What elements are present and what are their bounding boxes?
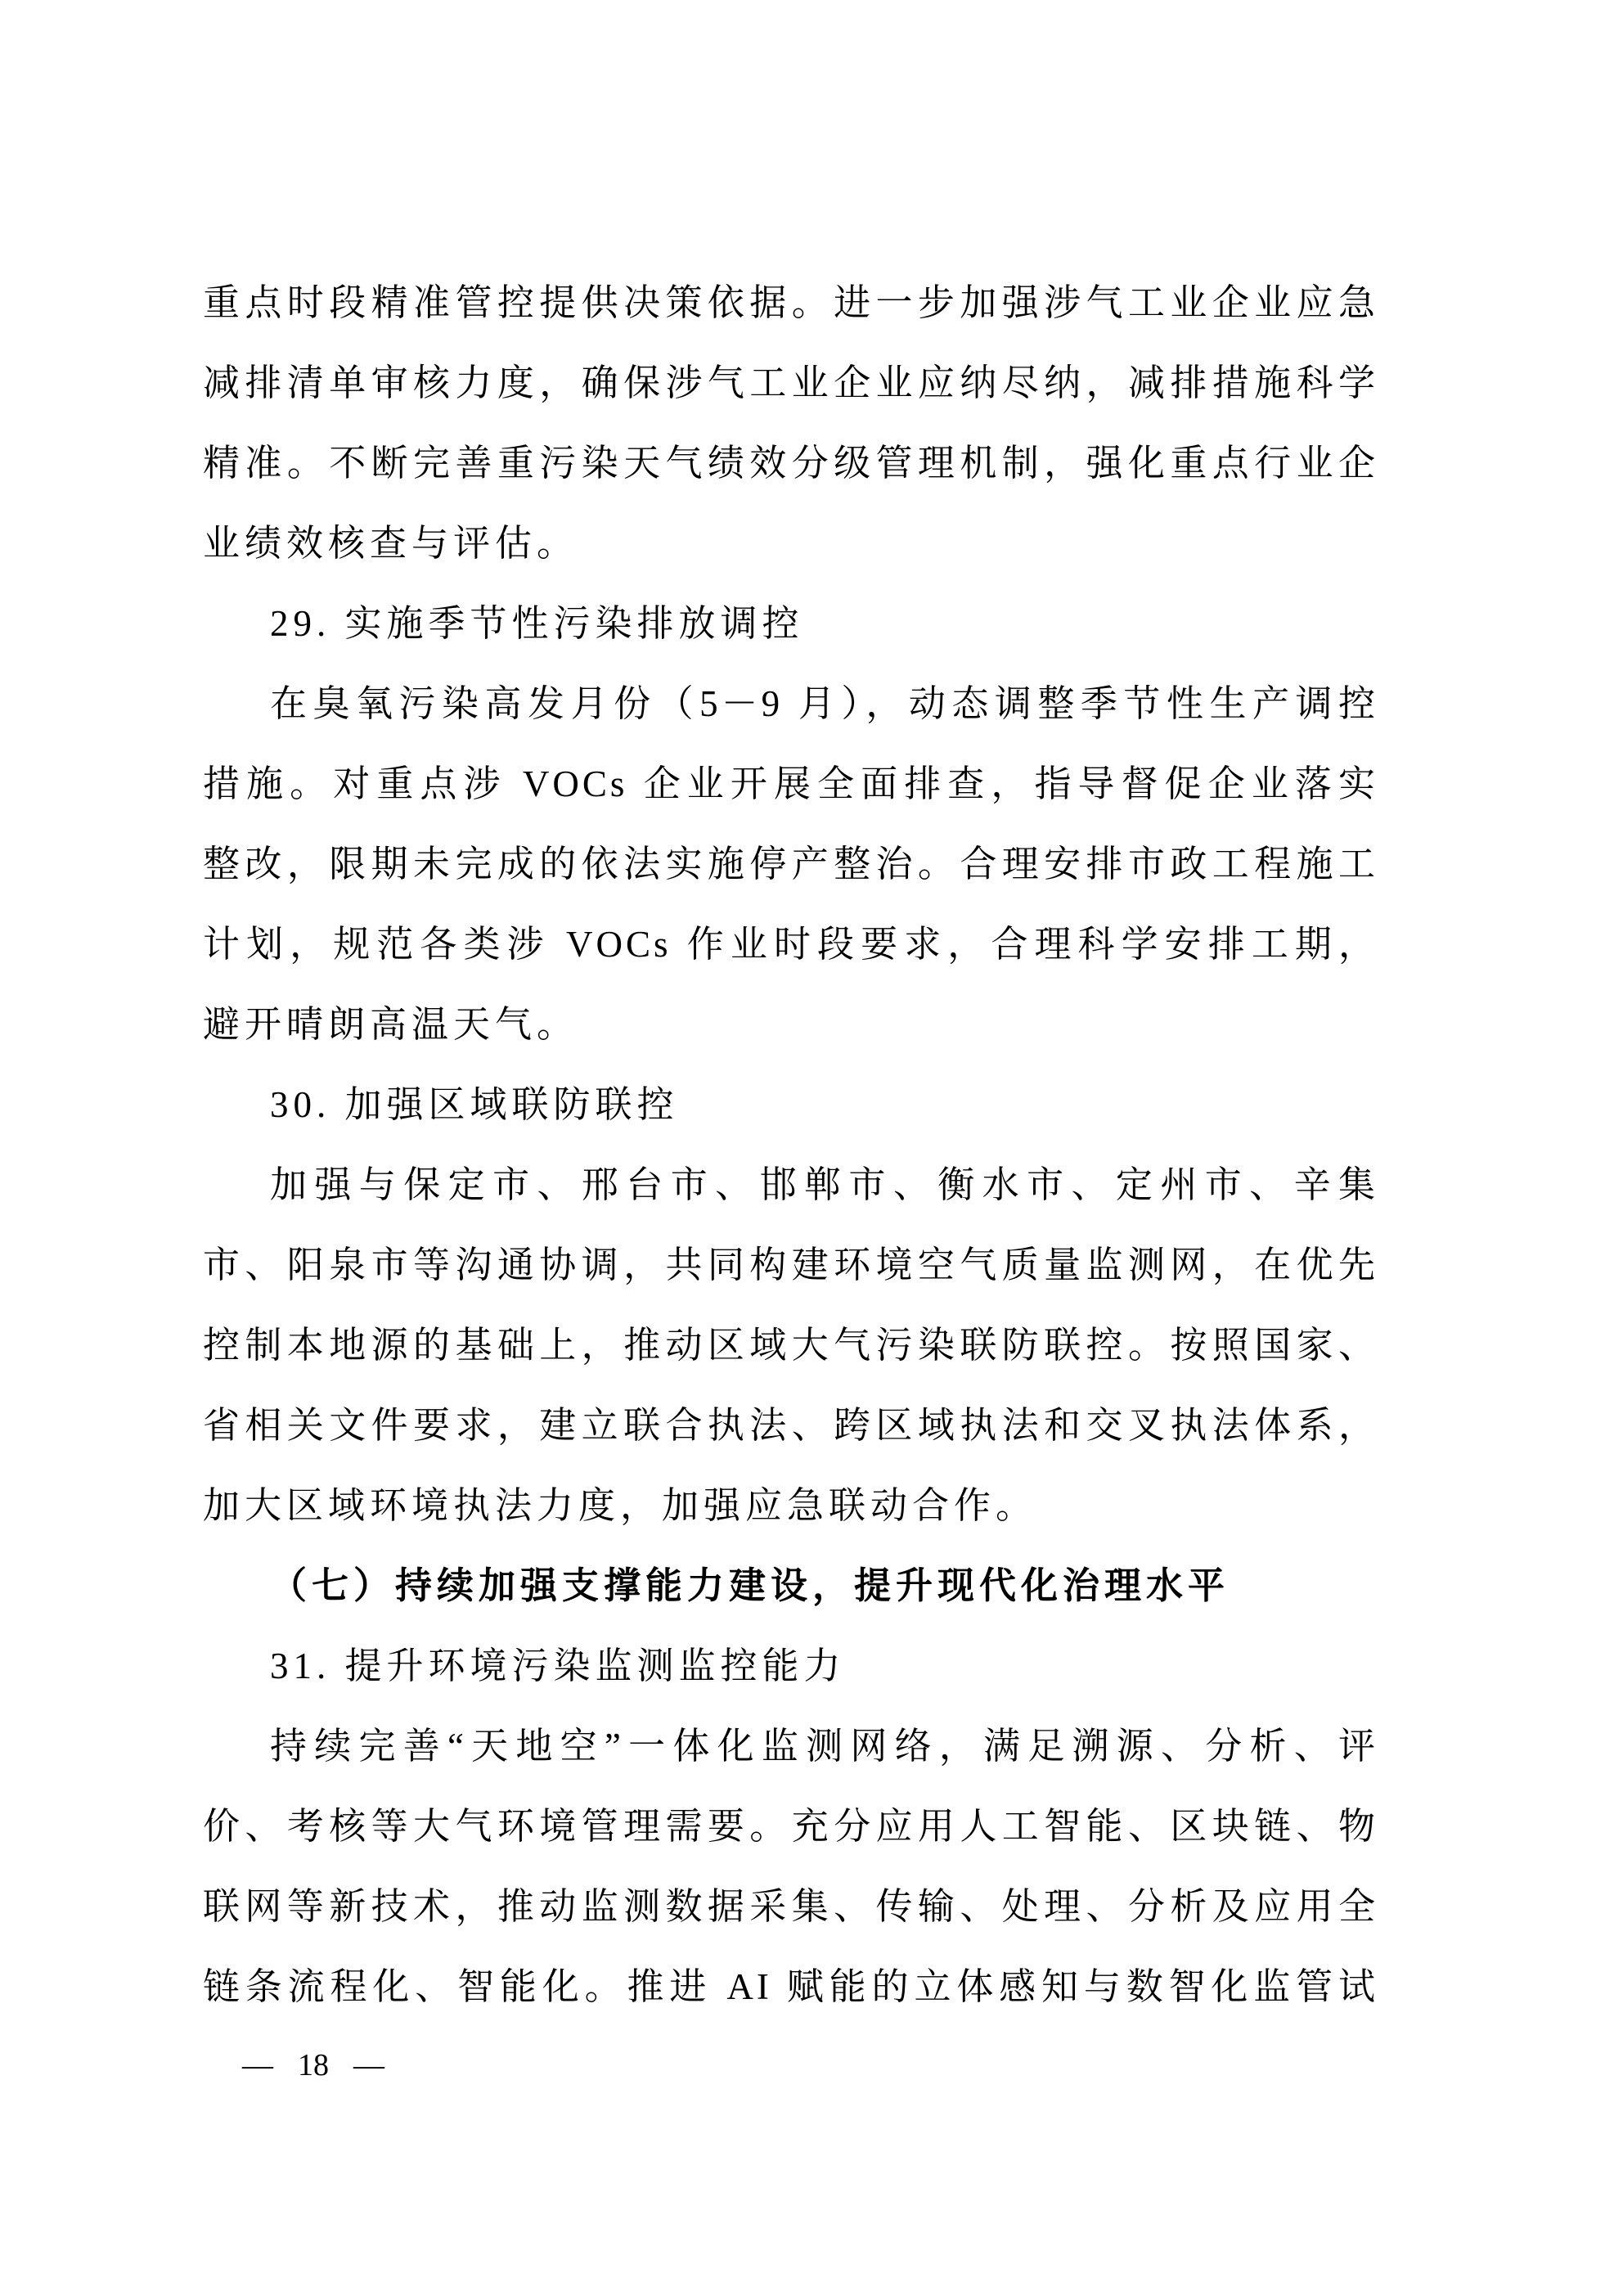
text-line: 精准。不断完善重污染天气绩效分级管理机制，强化重点行业企 <box>203 443 1378 484</box>
text-line: 措施。对重点涉 VOCs 企业开展全面排查，指导督促企业落实 <box>203 763 1378 804</box>
text-line: 持续完善“天地空”一体化监测网络，满足溯源、分析、评 <box>270 1726 1378 1767</box>
text-line: 加大区域环境执法力度，加强应急联动合作。 <box>203 1485 1038 1526</box>
page-number: 18 <box>298 2048 329 2082</box>
text-line: 30. 加强区域联防联控 <box>270 1084 679 1125</box>
footer-dash-left: — <box>242 2048 273 2082</box>
text-line: 业绩效核查与评估。 <box>203 523 579 564</box>
text-line: 避开晴朗高温天气。 <box>203 1004 579 1045</box>
text-line: 31. 提升环境污染监测监控能力 <box>270 1645 846 1686</box>
text-line: 省相关文件要求，建立联合执法、跨区域执法和交叉执法体系， <box>203 1405 1378 1446</box>
page-footer <box>242 2046 384 2085</box>
text-line: 市、阳泉市等沟通协调，共同构建环境空气质量监测网，在优先 <box>203 1245 1378 1285</box>
text-line: 计划，规范各类涉 VOCs 作业时段要求，合理科学安排工期， <box>203 924 1378 965</box>
text-line: 重点时段精准管控提供决策依据。进一步加强涉气工业企业应急 <box>203 282 1378 323</box>
text-line: 29. 实施季节性污染排放调控 <box>270 603 804 644</box>
text-line: 控制本地源的基础上，推动区域大气污染联防联控。按照国家、 <box>203 1325 1378 1366</box>
document-body <box>203 263 1378 2027</box>
text-line: （七）持续加强支撑能力建设，提升现代化治理水平 <box>270 1565 1230 1606</box>
text-line: 加强与保定市、邢台市、邯郸市、衡水市、定州市、辛集 <box>270 1164 1378 1205</box>
text-line: 整改，限期未完成的依法实施停产整治。合理安排市政工程施工 <box>203 844 1378 885</box>
text-line: 减排清单审核力度，确保涉气工业企业应纳尽纳，减排措施科学 <box>203 362 1378 403</box>
text-line: 联网等新技术，推动监测数据采集、传输、处理、分析及应用全 <box>203 1886 1378 1927</box>
text-line: 价、考核等大气环境管理需要。充分应用人工智能、区块链、物 <box>203 1806 1378 1847</box>
text-line: 在臭氧污染高发月份（5－9 月），动态调整季节性生产调控 <box>270 683 1378 724</box>
text-line: 链条流程化、智能化。推进 AI 赋能的立体感知与数智化监管试 <box>203 1966 1378 2007</box>
footer-dash-right: — <box>353 2048 384 2082</box>
